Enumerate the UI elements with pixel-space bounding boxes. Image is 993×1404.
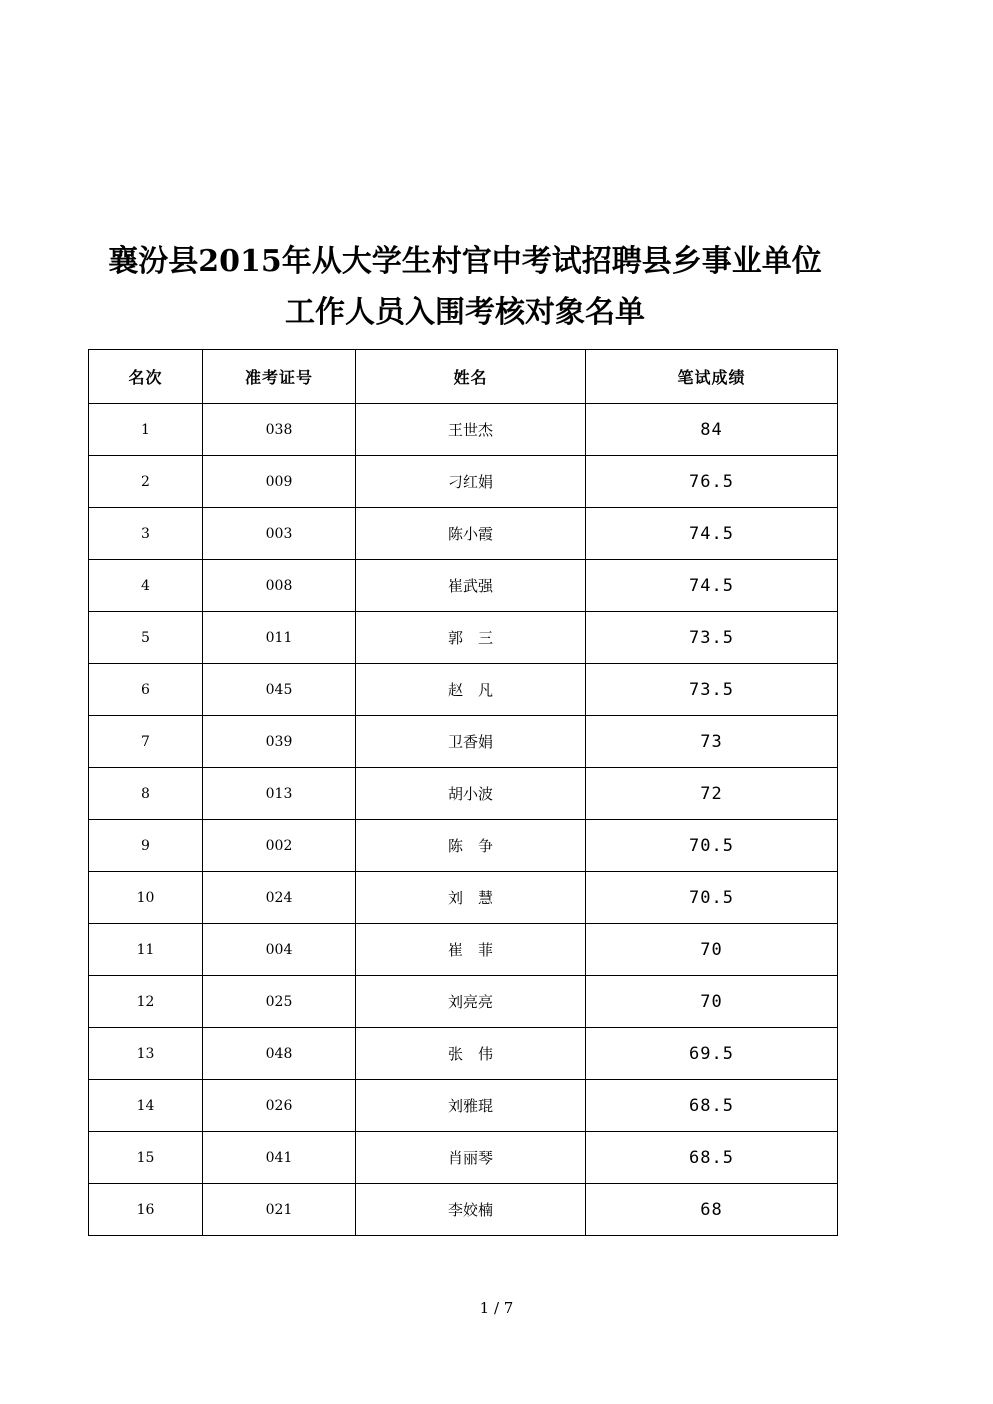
cell-score: 84 [586, 404, 838, 456]
table-row [89, 404, 838, 456]
cell-exam-id: 026 [203, 1080, 356, 1132]
cell-name: 崔 菲 [356, 924, 586, 976]
cell-exam-id: 009 [203, 456, 356, 508]
cell-score: 68.5 [586, 1132, 838, 1184]
cell-rank: 9 [89, 820, 203, 872]
cell-rank: 3 [89, 508, 203, 560]
cell-rank: 4 [89, 560, 203, 612]
cell-score: 74.5 [586, 560, 838, 612]
table-row [89, 1132, 838, 1184]
cell-exam-id: 002 [203, 820, 356, 872]
cell-name: 刘亮亮 [356, 976, 586, 1028]
cell-name: 王世杰 [356, 404, 586, 456]
table-row [89, 1080, 838, 1132]
cell-rank: 14 [89, 1080, 203, 1132]
document-title-line-1: 襄汾县2015年从大学生村官中考试招聘县乡事业单位 [108, 244, 822, 279]
cell-rank: 2 [89, 456, 203, 508]
cell-rank: 6 [89, 664, 203, 716]
cell-exam-id: 038 [203, 404, 356, 456]
cell-exam-id: 008 [203, 560, 356, 612]
cell-exam-id: 003 [203, 508, 356, 560]
cell-exam-id: 024 [203, 872, 356, 924]
table-row [89, 560, 838, 612]
cell-name: 陈小霞 [356, 508, 586, 560]
cell-rank: 7 [89, 716, 203, 768]
cell-name: 崔武强 [356, 560, 586, 612]
cell-score: 74.5 [586, 508, 838, 560]
table-row [89, 976, 838, 1028]
cell-rank: 8 [89, 768, 203, 820]
page-indicator: 1 / 7 [479, 1299, 514, 1317]
cell-name: 张 伟 [356, 1028, 586, 1080]
header-name: 姓名 [356, 350, 586, 404]
cell-score: 68 [586, 1184, 838, 1236]
cell-name: 李姣楠 [356, 1184, 586, 1236]
document-title-line-2: 工作人员入围考核对象名单 [285, 295, 645, 330]
cell-name: 刁红娟 [356, 456, 586, 508]
cell-score: 73.5 [586, 612, 838, 664]
header-score: 笔试成绩 [586, 350, 838, 404]
cell-score: 73 [586, 716, 838, 768]
cell-exam-id: 025 [203, 976, 356, 1028]
cell-score: 76.5 [586, 456, 838, 508]
cell-exam-id: 045 [203, 664, 356, 716]
cell-name: 卫香娟 [356, 716, 586, 768]
table-row [89, 768, 838, 820]
cell-score: 72 [586, 768, 838, 820]
cell-exam-id: 011 [203, 612, 356, 664]
table-row [89, 456, 838, 508]
header-rank: 名次 [89, 350, 203, 404]
cell-rank: 10 [89, 872, 203, 924]
cell-score: 70.5 [586, 820, 838, 872]
cell-score: 70 [586, 924, 838, 976]
cell-score: 70.5 [586, 872, 838, 924]
cell-rank: 15 [89, 1132, 203, 1184]
cell-name: 赵 凡 [356, 664, 586, 716]
cell-rank: 1 [89, 404, 203, 456]
table-header-row [89, 350, 838, 404]
cell-exam-id: 021 [203, 1184, 356, 1236]
cell-rank: 5 [89, 612, 203, 664]
cell-exam-id: 013 [203, 768, 356, 820]
table-row [89, 1184, 838, 1236]
candidate-table [88, 349, 838, 1236]
cell-exam-id: 048 [203, 1028, 356, 1080]
table-row [89, 664, 838, 716]
cell-name: 胡小波 [356, 768, 586, 820]
cell-rank: 11 [89, 924, 203, 976]
table-row [89, 1028, 838, 1080]
cell-exam-id: 041 [203, 1132, 356, 1184]
cell-exam-id: 039 [203, 716, 356, 768]
cell-rank: 16 [89, 1184, 203, 1236]
cell-rank: 12 [89, 976, 203, 1028]
cell-score: 73.5 [586, 664, 838, 716]
table-row [89, 612, 838, 664]
cell-name: 肖丽琴 [356, 1132, 586, 1184]
table-row [89, 872, 838, 924]
table-row [89, 508, 838, 560]
table-row [89, 924, 838, 976]
cell-score: 70 [586, 976, 838, 1028]
cell-name: 陈 争 [356, 820, 586, 872]
cell-name: 刘 慧 [356, 872, 586, 924]
cell-exam-id: 004 [203, 924, 356, 976]
header-exam-id: 准考证号 [203, 350, 356, 404]
cell-rank: 13 [89, 1028, 203, 1080]
table-row [89, 716, 838, 768]
table-row [89, 820, 838, 872]
cell-score: 69.5 [586, 1028, 838, 1080]
cell-name: 郭 三 [356, 612, 586, 664]
cell-name: 刘雅琨 [356, 1080, 586, 1132]
cell-score: 68.5 [586, 1080, 838, 1132]
